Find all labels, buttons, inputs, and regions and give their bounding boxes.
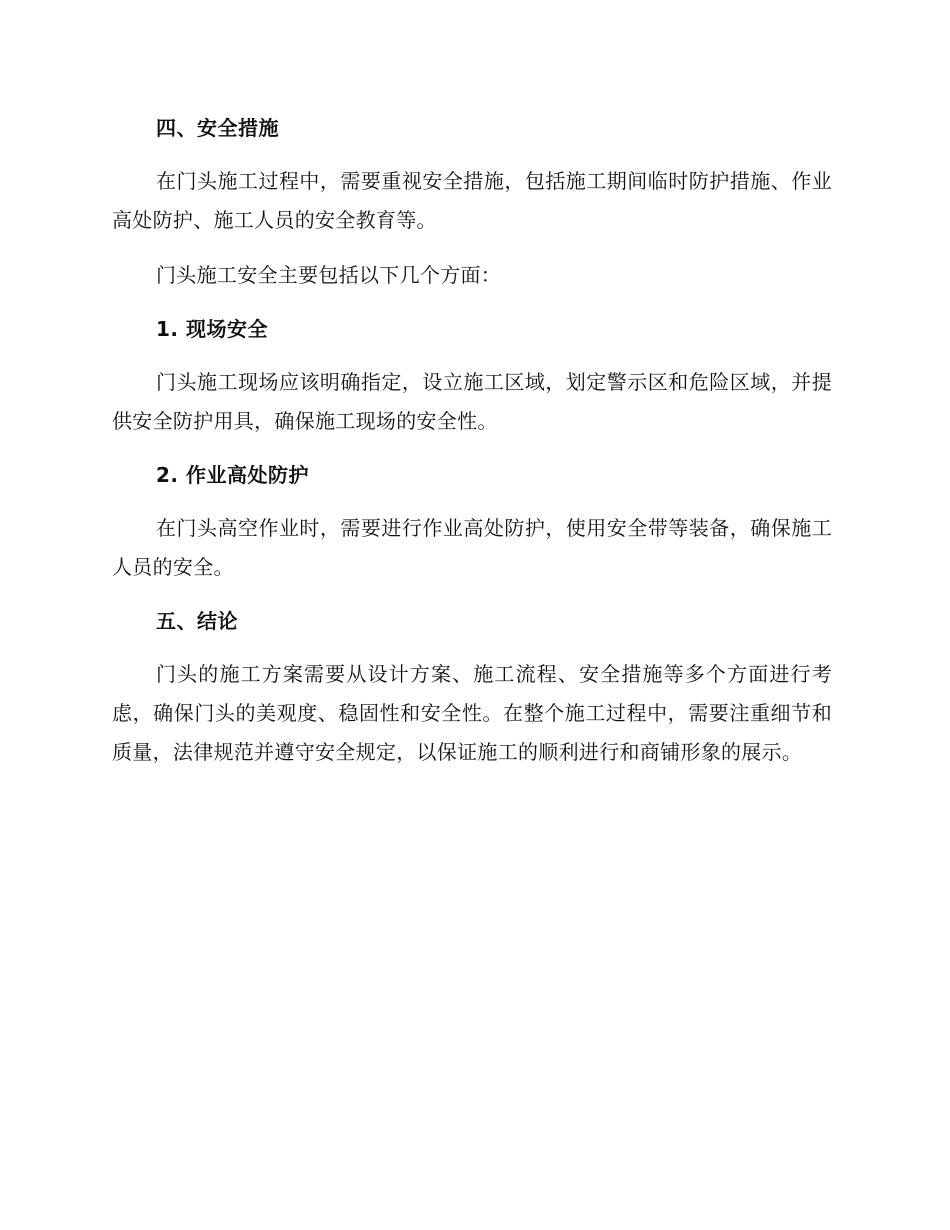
paragraph-site-safety: 门头施工现场应该明确指定，设立施工区域，划定警示区和危险区域，并提供安全防护用具，确保施工现场的安全性。 <box>112 370 832 433</box>
document-body <box>112 110 832 788</box>
paragraph-height-protection: 在门头高空作业时，需要进行作业高处防护，使用安全带等装备，确保施工人员的安全。 <box>112 516 832 579</box>
subheading-height-protection: 2. 作业高处防护 <box>156 463 309 487</box>
paragraph-safety-intro: 在门头施工过程中，需要重视安全措施，包括施工期间临时防护措施、作业高处防护、施工人员的安全教育等。 <box>112 169 832 232</box>
paragraph-conclusion: 门头的施工方案需要从设计方案、施工流程、安全措施等多个方面进行考虑，确保门头的美观度、稳固性和安全性。在整个施工过程中，需要注重细节和质量，法律规范并遵守安全规定，以保证施工的顺利进行和商铺形象的展示。 <box>112 662 832 764</box>
section-heading-safety-measures: 四、安全措施 <box>156 116 279 140</box>
section-heading-conclusion: 五、结论 <box>156 609 238 633</box>
subheading-site-safety: 1. 现场安全 <box>156 317 268 341</box>
paragraph-safety-aspects: 门头施工安全主要包括以下几个方面： <box>156 263 502 287</box>
